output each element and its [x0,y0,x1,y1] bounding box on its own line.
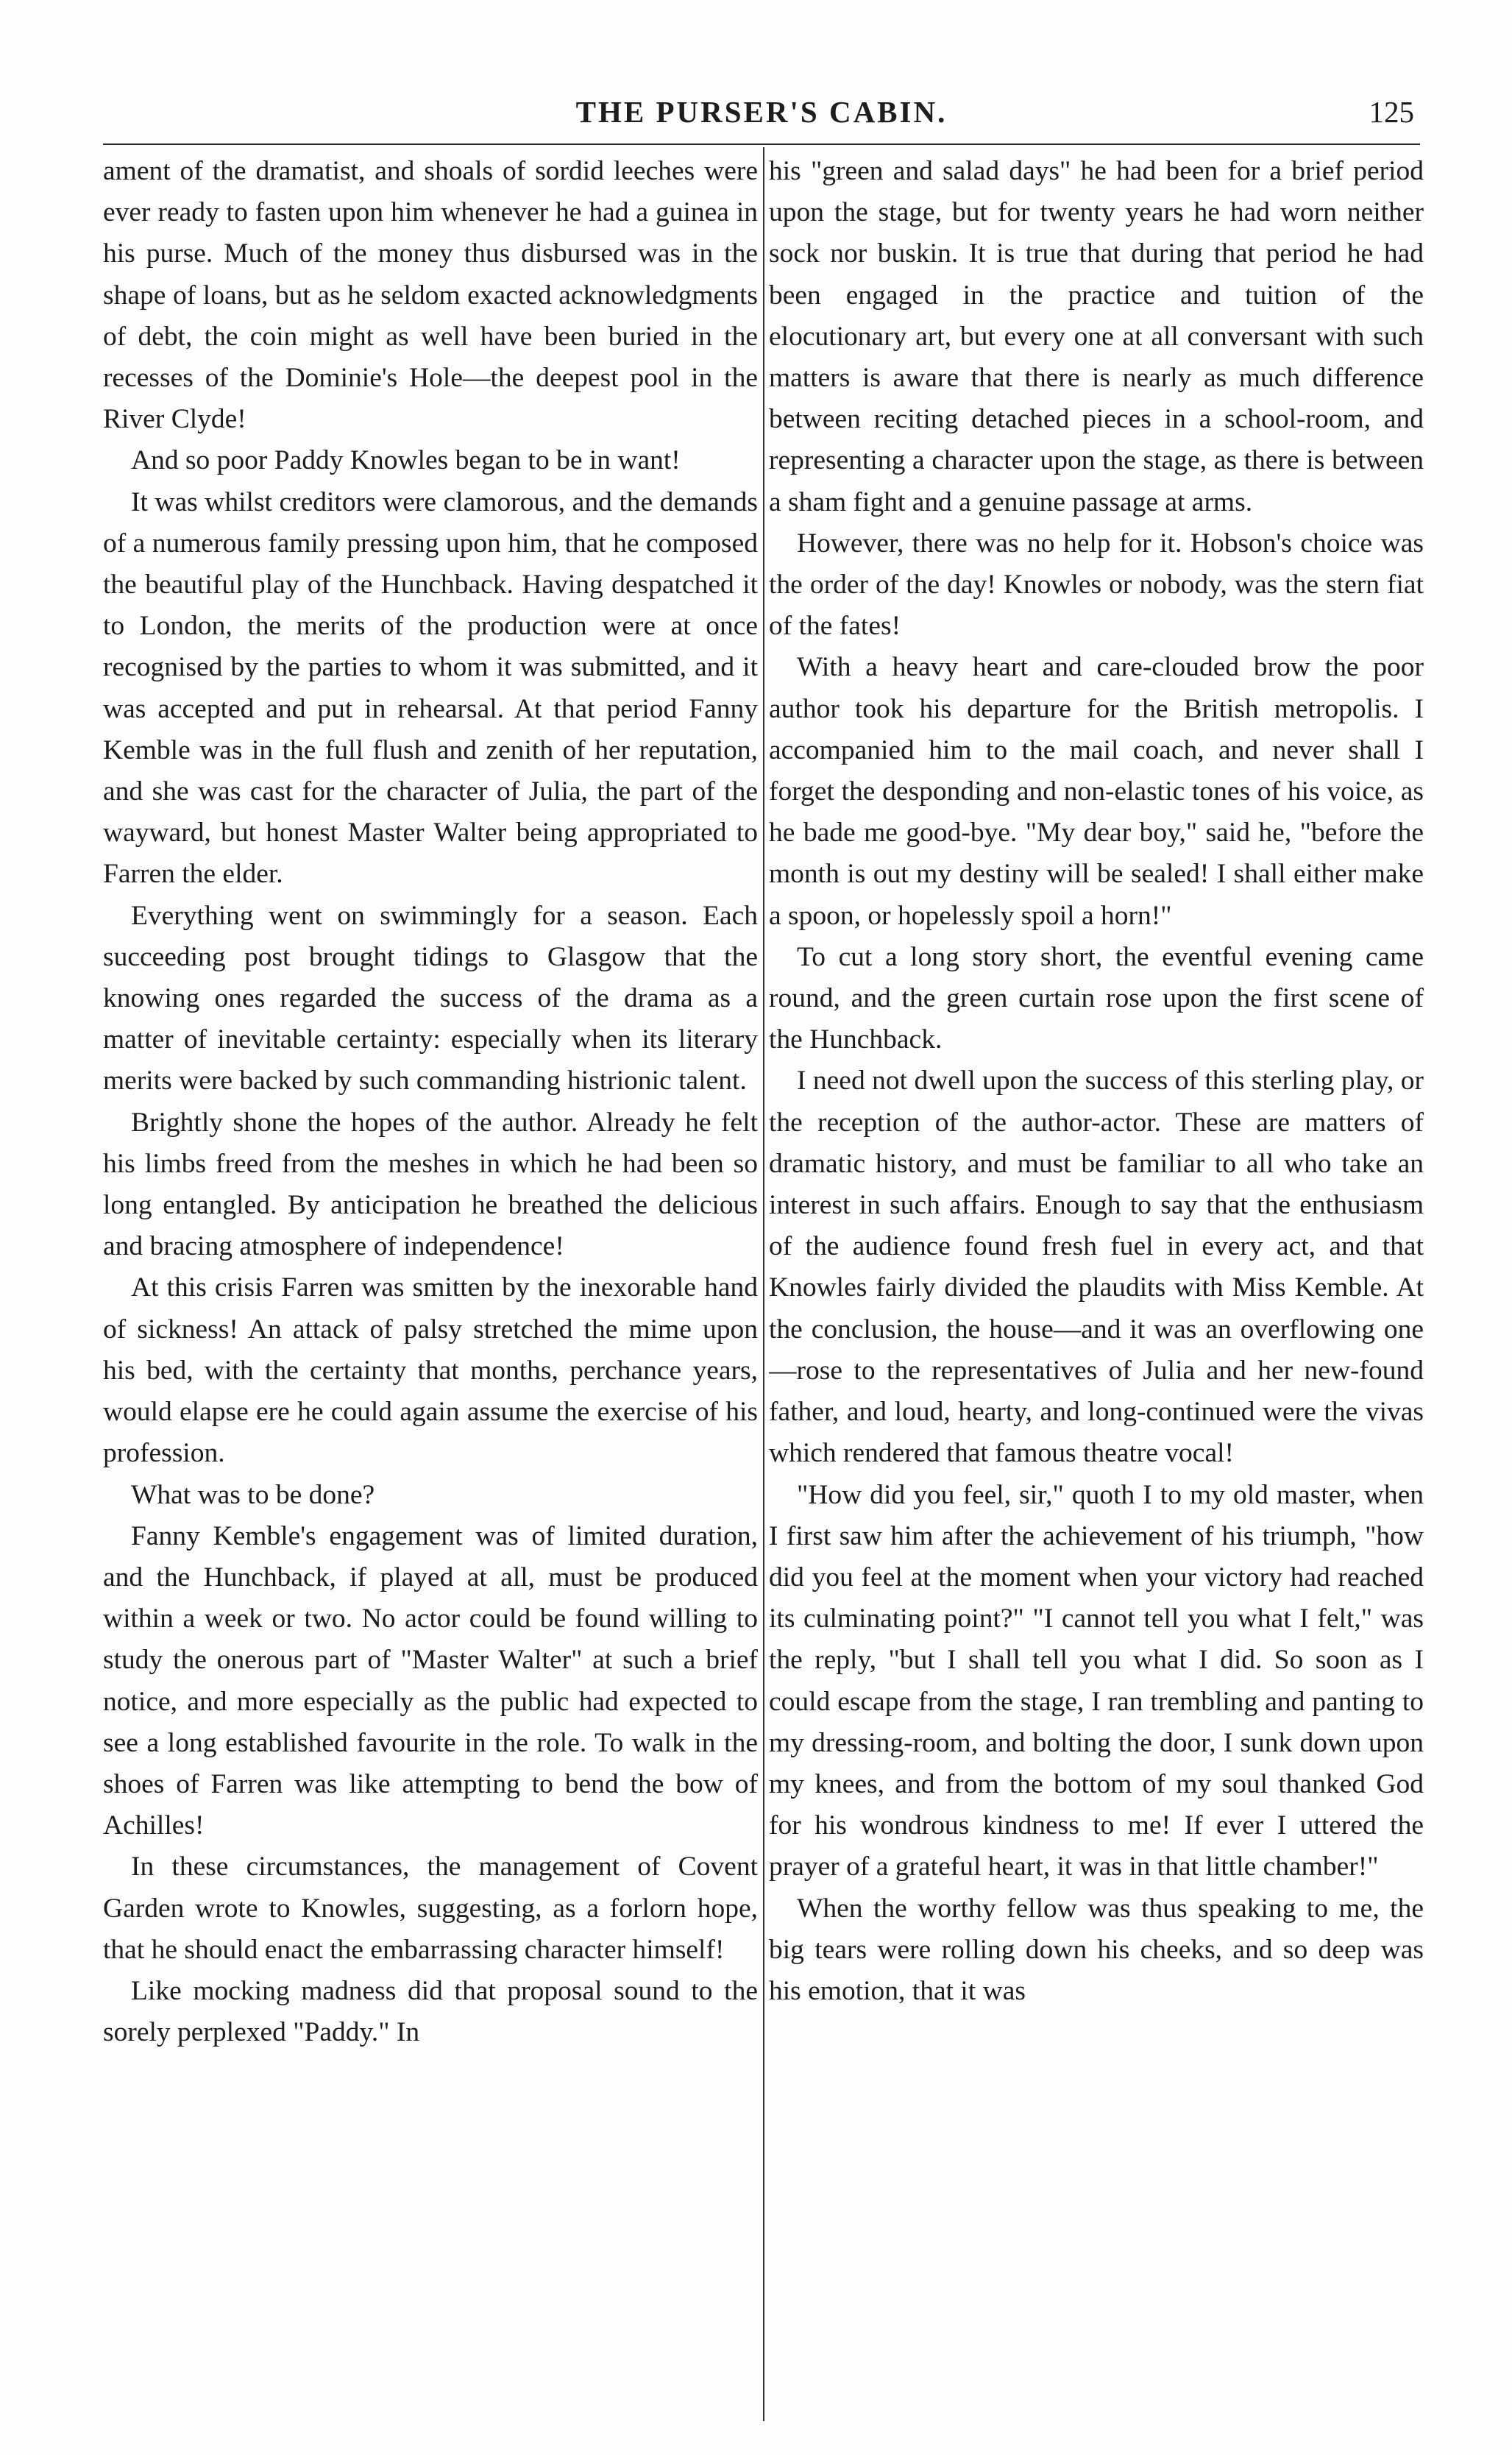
paragraph: What was to be done? [131,1479,375,1510]
right-column [769,151,1424,2417]
header-rule [103,144,1420,145]
paragraph: I need not dwell upon the success of this sterling play, or the reception of the author-actor. These are matters of dramatic history, and must be familiar to all who take an interest in such affairs. Enough to say that the enthusiasm of the audience found fresh fuel in every act, and that Knowles fairly divided the plaudits with Miss Kemble. At the conclusion, the house—and it was an overflowing one—rose to the representatives of Julia and her new-found father, and loud, hearty, and long-continued were the vivas which rendered that famous theatre vocal! [769,1066,1424,1469]
column-rule [763,147,764,2421]
paragraph: Everything went on swimmingly for a season. Each succeeding post brought tidings to Glasgow that the knowing ones regarded the success of the drama as a matter of inevitable certainty: especially when its literary merits were backed by such commanding histrionic talent. [103,900,758,1097]
left-column [103,151,758,2417]
paragraph: When the worthy fellow was thus speaking to me, the big tears were rolling down his cheeks, and so deep was his emotion, that it was [769,1893,1424,2006]
paragraph: Brightly shone the hopes of the author. Already he felt his limbs freed from the meshes in which he had been so long entangled. By anticipation he breathed the delicious and bracing atmosphere of independence! [103,1107,758,1262]
paragraph: In these circumstances, the management of Covent Garden wrote to Knowles, suggesting, as a forlorn hope, that he should enact the embarrassing character himself! [103,1852,758,1965]
paragraph: It was whilst creditors were clamorous, and the demands of a numerous family pressing upon him, that he composed the beautiful play of the Hunchback. Having despatched it to London, the merits of the production were at once recognised by the parties to whom it was submitted, and it was accepted and put in rehearsal. At that period Fanny Kemble was in the full flush and zenith of her reputation, and she was cast for the character of Julia, the part of the wayward, but honest Master Walter being appropriated to Farren the elder. [103,486,758,890]
paragraph: However, there was no help for it. Hobson's choice was the order of the day! Knowles or nobody, was the stern fiat of the fates! [769,528,1424,642]
page-header [103,94,1420,138]
paragraph: Fanny Kemble's engagement was of limited duration, and the Hunchback, if played at all, must be produced within a week or two. No actor could be found willing to study the onerous part of "Master Walter" at such a brief notice, and more especially as the public had expected to see a long established favourite in the role. To walk in the shoes of Farren was like attempting to bend the bow of Achilles! [103,1520,758,1841]
paragraph: With a heavy heart and care-clouded brow the poor author took his departure for the British metropolis. I accompanied him to the mail coach, and never shall I forget the desponding and non-elastic tones of his voice, as he bade me good-bye. "My dear boy," said he, "before the month is out my destiny will be sealed! I shall either make a spoon, or hopelessly spoil a horn!" [769,652,1424,931]
paragraph: his "green and salad days" he had been for a brief period upon the stage, but for twenty years he had worn neither sock nor buskin. It is true that during that period he had been engaged in the practice and tuition of the elocutionary art, but every one at all conversant with such matters is aware that there is nearly as much difference between reciting detached pieces in a school-room, and representing a character upon the stage, as there is between a sham fight and a genuine passage at arms. [769,156,1424,517]
page-number: 125 [1369,95,1414,129]
paragraph: "How did you feel, sir," quoth I to my old master, when I first saw him after the achievement of his triumph, "how did you feel at the moment when your victory had reached its culminating point?" "I cannot tell you what I felt," was the reply, "but I shall tell you what I did. So soon as I could escape from the stage, I ran trembling and panting to my dressing-room, and bolting the door, I sunk down upon my knees, and from the bottom of my soul thanked God for his wondrous kindness to me! If ever I uttered the prayer of a grateful heart, it was in that little chamber!" [769,1479,1424,1882]
paragraph: At this crisis Farren was smitten by the inexorable hand of sickness! An attack of palsy stretched the mime upon his bed, with the certainty that months, perchance years, would elapse ere he could again assume the exercise of his profession. [103,1272,758,1469]
paragraph: And so poor Paddy Knowles began to be in want! [131,445,681,476]
running-title: THE PURSER'S CABIN. [575,95,948,129]
paragraph: ament of the dramatist, and shoals of sordid leeches were ever ready to fasten upon him whenever he had a guinea in his purse. Much of the money thus disbursed was in the shape of loans, but as he seldom exacted acknowledgments of debt, the coin might as well have been buried in the recesses of the Dominie's Hole—the deepest pool in the River Clyde! [103,156,758,435]
paragraph: To cut a long story short, the eventful evening came round, and the green curtain rose upon the first scene of the Hunchback. [769,941,1424,1055]
paragraph: Like mocking madness did that proposal sound to the sorely perplexed "Paddy." In [103,1975,758,2048]
